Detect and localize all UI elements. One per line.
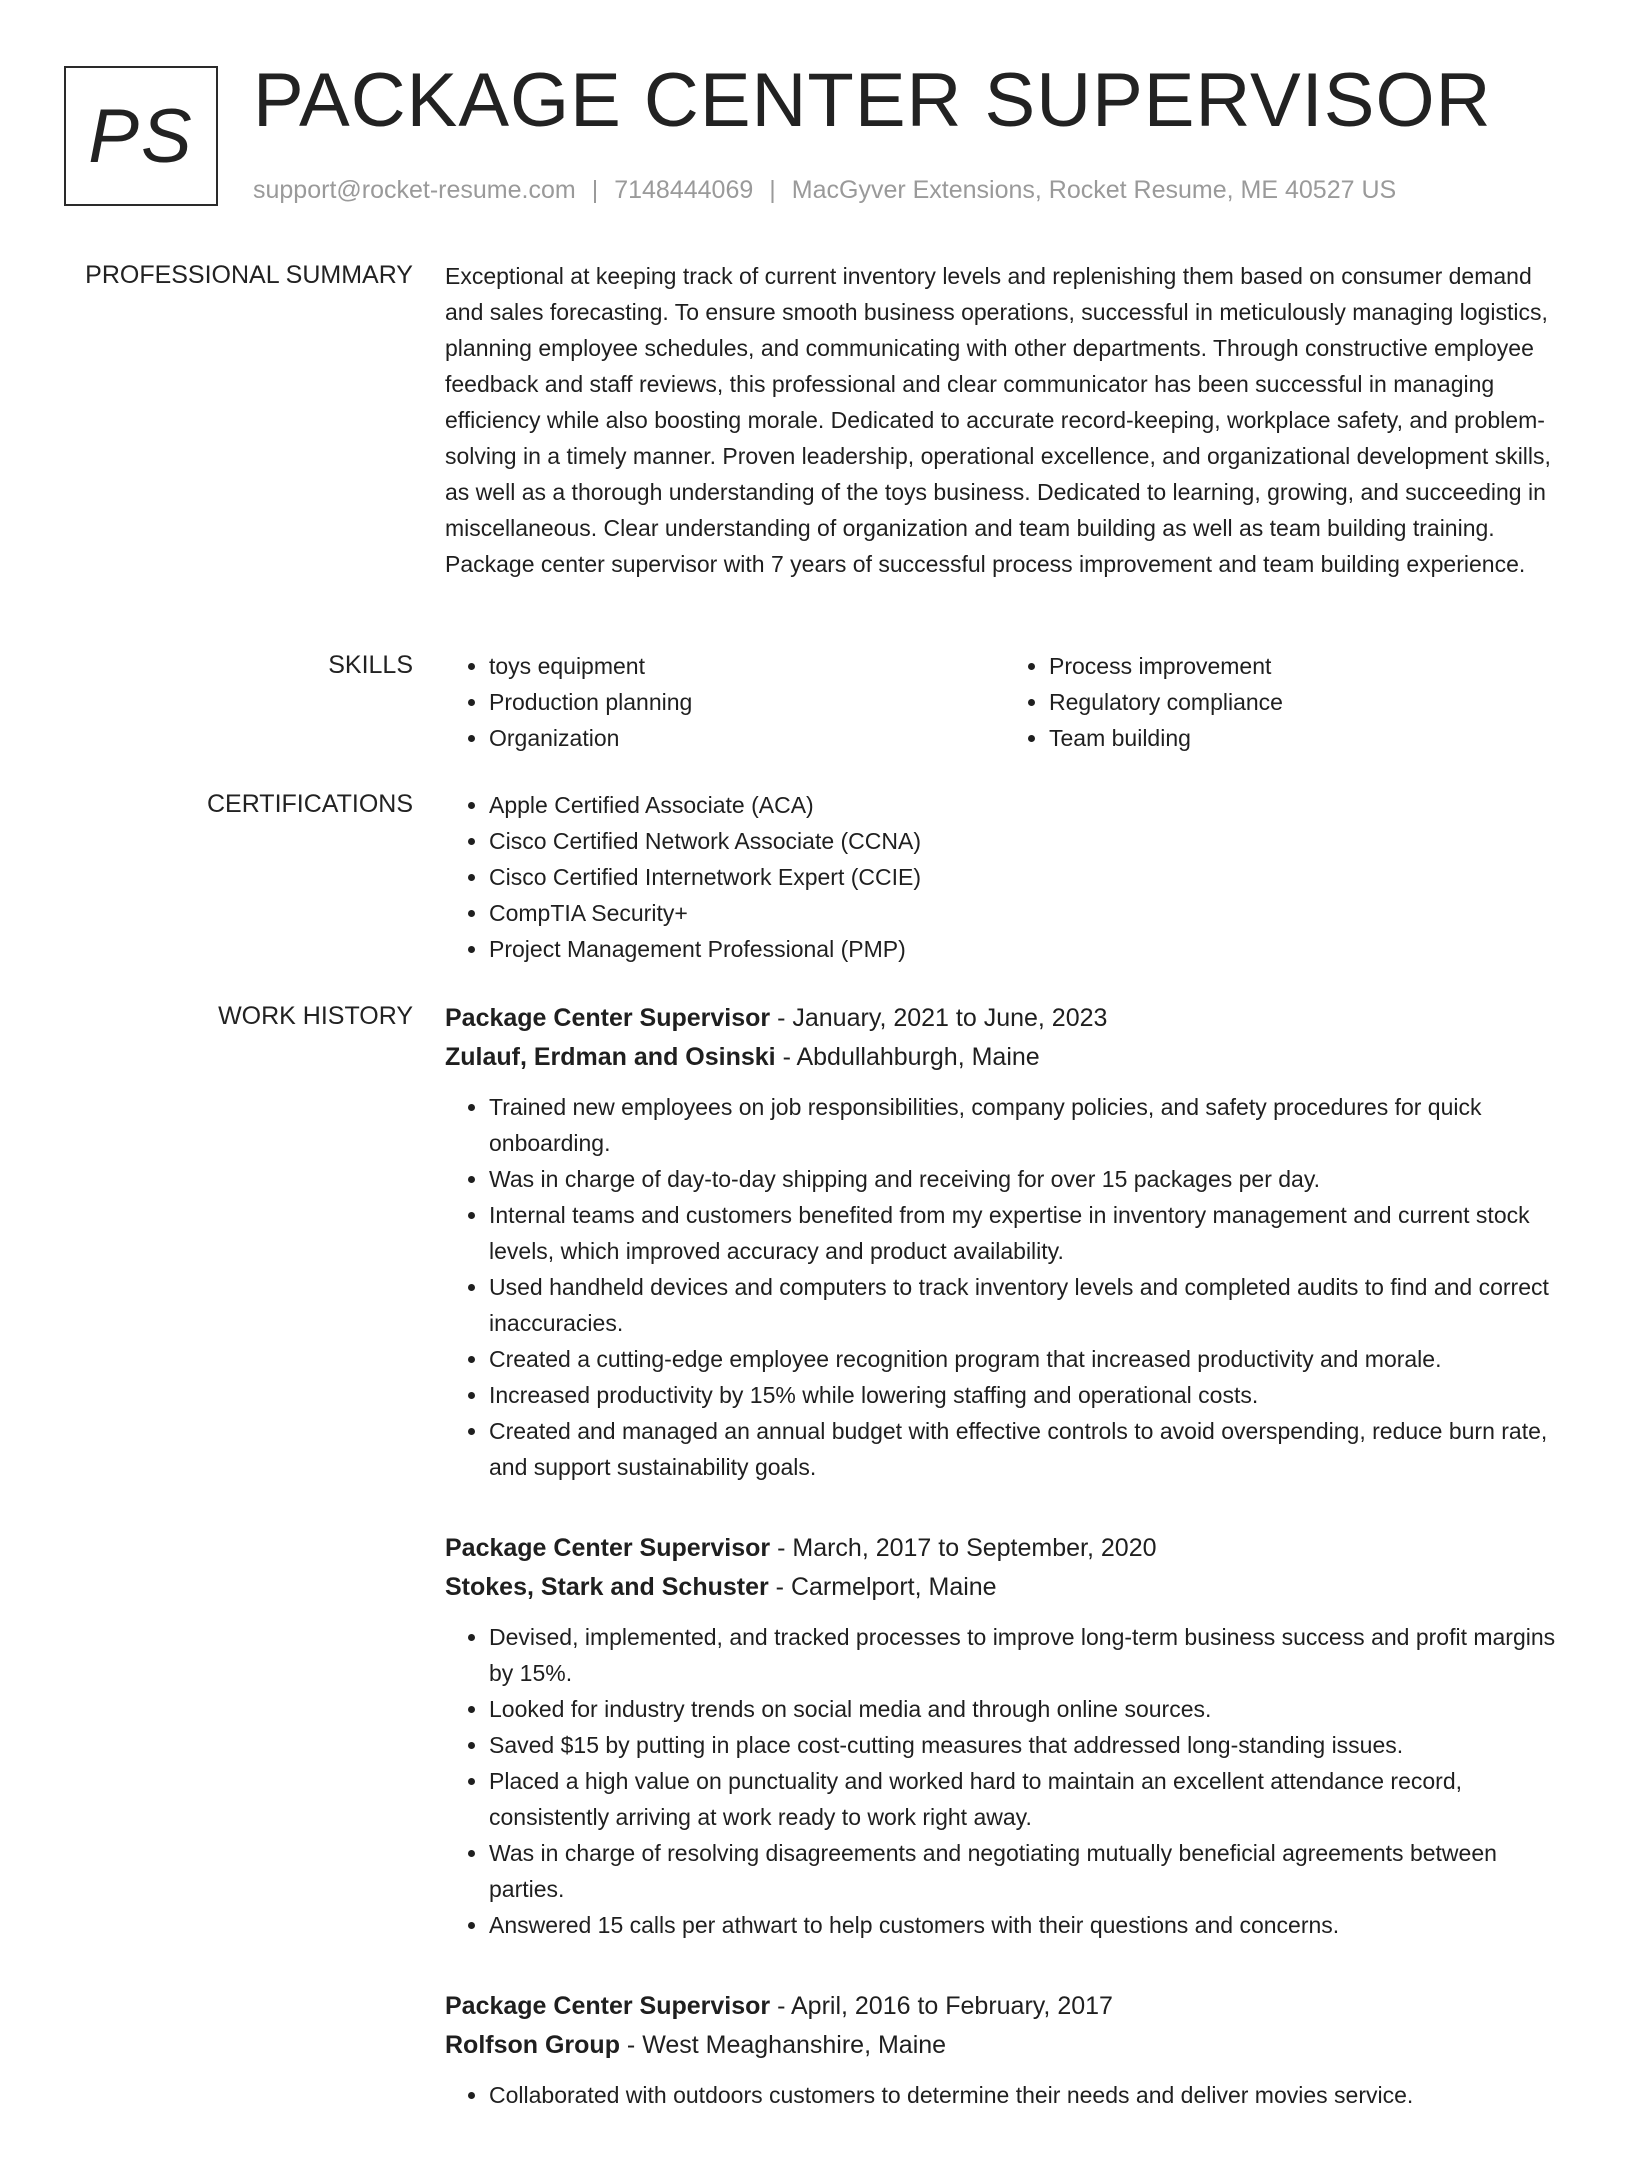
section-heading: WORK HISTORY (218, 1002, 413, 1030)
job-bullet: • Collaborated with outdoors customers to determine their needs and deliver movies service. (489, 2077, 1565, 2113)
job-bullet: • Increased productivity by 15% while lowering staffing and operational costs. (489, 1377, 1565, 1413)
certification-item: • Cisco Certified Network Associate (CCNA) (489, 823, 1565, 859)
job-bullet: • Answered 15 calls per athwart to help customers with their questions and concerns. (489, 1907, 1565, 1943)
monogram: PS (64, 66, 218, 206)
job-company-line (445, 1038, 1565, 1077)
contact-address: MacGyver Extensions, Rocket Resume, ME 40527 US (791, 176, 1397, 204)
job-entry (445, 1529, 1565, 1943)
job-bullet: • Placed a high value on punctuality and worked hard to maintain an excellent attendance record, consistently arriving at work ready to work right away. (489, 1763, 1565, 1835)
certification-item: • Apple Certified Associate (ACA) (489, 787, 1565, 823)
job-company-line (445, 1568, 1565, 1607)
job-bullet: • Devised, implemented, and tracked processes to improve long-term business success and profit margins by 15%. (489, 1619, 1565, 1691)
job-title: Package Center Supervisor (445, 1992, 771, 2020)
job-bullet: • Saved $15 by putting in place cost-cutting measures that addressed long-standing issues. (489, 1727, 1565, 1763)
job-title: Package Center Supervisor (445, 1004, 771, 1032)
job-location: - West Meaghanshire, Maine (619, 2031, 947, 2059)
job-bullet: • Was in charge of resolving disagreements and negotiating mutually beneficial agreements between parties. (489, 1835, 1565, 1907)
job-title-line (445, 1529, 1565, 1568)
job-bullet: • Created a cutting-edge employee recognition program that increased productivity and morale. (489, 1341, 1565, 1377)
job-location: - Carmelport, Maine (768, 1573, 997, 1601)
job-company: Rolfson Group (445, 2031, 620, 2059)
job-company: Stokes, Stark and Schuster (445, 1573, 769, 1601)
job-dates: - January, 2021 to June, 2023 (770, 1004, 1108, 1032)
job-location: - Abdullahburgh, Maine (775, 1043, 1040, 1071)
skills-list-left (445, 648, 1005, 756)
job-bullets (445, 2077, 1565, 2113)
contact-line (253, 173, 1396, 207)
certification-item: • Project Management Professional (PMP) (489, 931, 1565, 967)
skills-list-right (1005, 648, 1565, 756)
section-heading: CERTIFICATIONS (206, 790, 413, 818)
skill-item: • Regulatory compliance (1049, 684, 1565, 720)
contact-separator: | (769, 176, 776, 204)
job-entry (445, 1987, 1565, 2113)
certification-item: • Cisco Certified Internetwork Expert (CCIE) (489, 859, 1565, 895)
job-bullet: • Created and managed an annual budget with effective controls to avoid overspending, reduce burn rate, and support sustainability goals. (489, 1413, 1565, 1485)
contact-email: support@rocket-resume.com (253, 176, 576, 204)
contact-phone: 7148444069 (614, 176, 754, 204)
job-company-line (445, 2026, 1565, 2065)
job-bullet: • Trained new employees on job responsibilities, company policies, and safety procedures for quick onboarding. (489, 1089, 1565, 1161)
section-heading: SKILLS (328, 651, 413, 679)
job-company: Zulauf, Erdman and Osinski (445, 1043, 776, 1071)
summary-text: Exceptional at keeping track of current inventory levels and replenishing them based on consumer demand and sales forecasting. To ensure smooth business operations, successful in meticulously managing logistics, planning employee schedules, and communicating with other departments. Through constructive employee feedback and staff reviews, this professional and clear communicator has been successful in managing efficiency while also boosting morale. Dedicated to accurate record-keeping, workplace safety, and problem-solving in a timely manner. Proven leadership, operational excellence, and organizational development skills, as well as a thorough understanding of the toys business. Dedicated to learning, growing, and succeeding in miscellaneous. Clear understanding of organization and team building as well as team building training. Package center supervisor with 7 years of successful process improvement and team building experience. (445, 263, 1551, 577)
job-dates: - March, 2017 to September, 2020 (770, 1534, 1157, 1562)
certifications-list (445, 787, 1565, 967)
skill-item: • Process improvement (1049, 648, 1565, 684)
skill-item: • Production planning (489, 684, 1005, 720)
skill-item: • toys equipment (489, 648, 1005, 684)
job-bullets (445, 1619, 1565, 1943)
job-bullet: • Used handheld devices and computers to track inventory levels and completed audits to find and correct inaccuracies. (489, 1269, 1565, 1341)
job-title-line (445, 1987, 1565, 2026)
job-bullet: • Was in charge of day-to-day shipping and receiving for over 15 packages per day. (489, 1161, 1565, 1197)
page-title: PACKAGE CENTER SUPERVISOR (253, 58, 1492, 143)
skill-item: • Organization (489, 720, 1005, 756)
contact-separator: | (591, 176, 599, 204)
job-bullet: • Looked for industry trends on social media and through online sources. (489, 1691, 1565, 1727)
job-entry (445, 999, 1565, 1485)
skill-item: • Team building (1049, 720, 1565, 756)
job-title: Package Center Supervisor (445, 1534, 771, 1562)
job-bullets (445, 1089, 1565, 1485)
section-heading: PROFESSIONAL SUMMARY (85, 261, 413, 289)
certification-item: • CompTIA Security+ (489, 895, 1565, 931)
job-dates: - April, 2016 to February, 2017 (770, 1992, 1113, 2020)
job-bullet: • Internal teams and customers benefited from my expertise in inventory management and current stock levels, which improved accuracy and product availability. (489, 1197, 1565, 1269)
job-title-line (445, 999, 1565, 1038)
